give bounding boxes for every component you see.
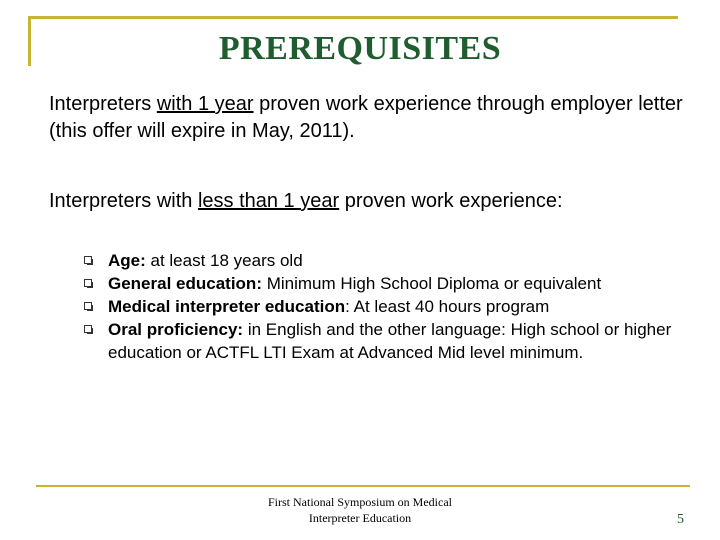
requirement-text: Minimum High School Diploma or equivalent xyxy=(261,274,602,293)
para1-post: proven work experience through employer letter (this offer will expire in May, 2011). xyxy=(49,93,683,142)
list-item xyxy=(84,249,694,272)
footer-line-1: First National Symposium on Medical xyxy=(268,495,452,509)
page-number: 5 xyxy=(677,512,684,527)
para2-emphasis: less than 1 year xyxy=(197,190,340,212)
requirement-label: Medical interpreter education xyxy=(108,297,346,316)
requirement-label: Age: xyxy=(108,251,146,270)
footer-line-2: Interpreter Education xyxy=(308,511,412,525)
requirement-text: in English and the other language: High school or higher education or ACTFL LTI Exam at Advanced Mid level minimum. xyxy=(108,320,672,362)
paragraph-less-than-1-year xyxy=(49,188,689,215)
requirements-list xyxy=(84,249,694,364)
para1-pre: Interpreters xyxy=(49,93,157,115)
requirement-label: Oral proficiency: xyxy=(108,320,244,339)
requirement-label: General education: xyxy=(108,274,262,293)
para2-pre: Interpreters with xyxy=(49,190,198,212)
top-border-line xyxy=(28,16,678,19)
list-item xyxy=(84,295,694,318)
checkbox-bullet-icon xyxy=(84,256,92,264)
checkbox-bullet-icon xyxy=(84,325,92,333)
paragraph-with-1-year xyxy=(49,91,689,145)
para1-emphasis: with 1 year xyxy=(156,93,254,115)
para2-post: proven work experience: xyxy=(339,190,563,212)
requirement-text: : At least 40 hours program xyxy=(345,297,550,316)
checkbox-bullet-icon xyxy=(84,302,92,310)
footer-caption xyxy=(240,494,480,526)
list-item xyxy=(84,318,694,364)
requirement-text: at least 18 years old xyxy=(145,251,303,270)
footer-divider xyxy=(36,485,690,487)
list-item xyxy=(84,272,694,295)
checkbox-bullet-icon xyxy=(84,279,92,287)
slide-title: PREREQUISITES xyxy=(218,30,502,67)
